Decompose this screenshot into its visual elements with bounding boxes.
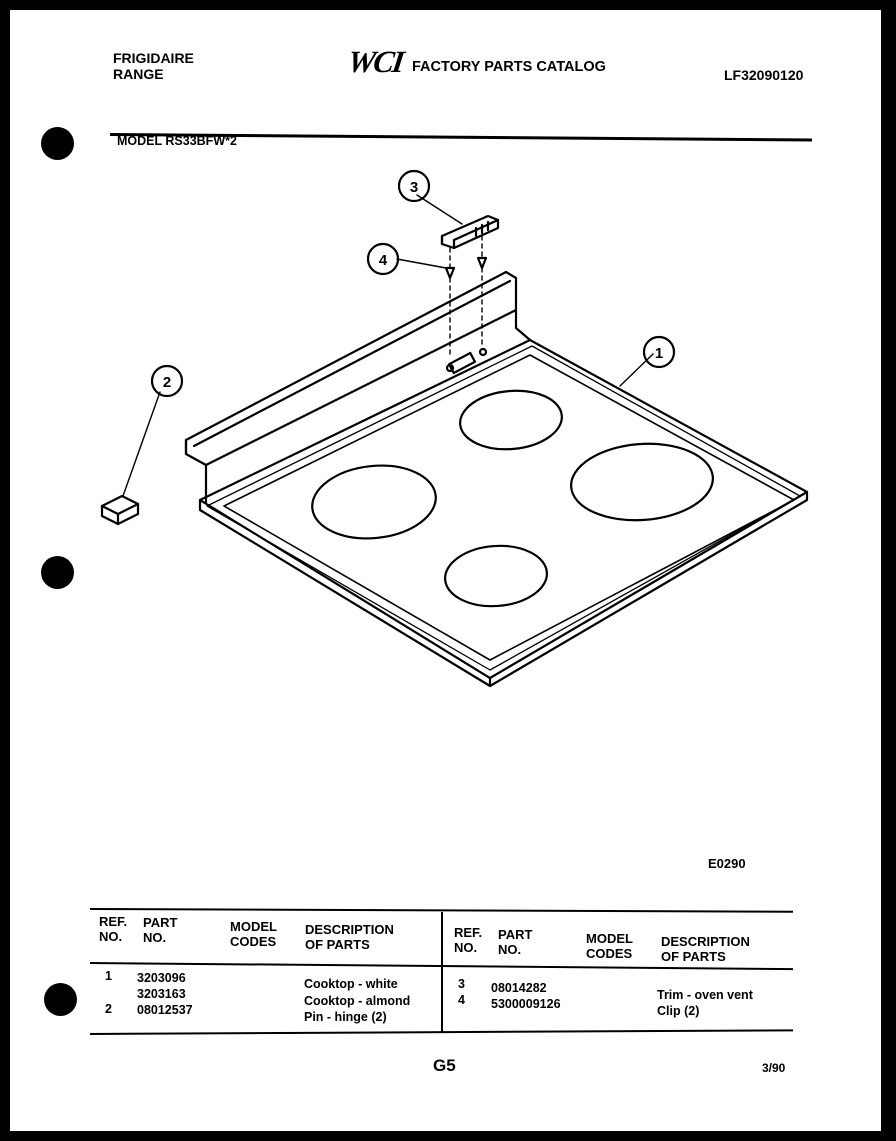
ref-cell: 3 bbox=[458, 977, 465, 991]
ref-cell: 2 bbox=[105, 1002, 112, 1016]
header-ref-no: REF. NO. bbox=[99, 914, 128, 944]
revision-date: 3/90 bbox=[762, 1061, 786, 1075]
callout-4: 4 bbox=[378, 252, 388, 269]
product-type: RANGE bbox=[113, 66, 164, 82]
description-cell: Trim - oven vent bbox=[657, 988, 753, 1002]
callout-3: 3 bbox=[409, 179, 419, 196]
burner-center-front bbox=[443, 543, 549, 610]
ref-cell: 4 bbox=[458, 993, 465, 1007]
description-cell: Cooktop - almond bbox=[304, 994, 411, 1008]
part-cell: 3203096 bbox=[137, 971, 186, 985]
wci-logo: WCI bbox=[345, 44, 405, 79]
clip-left bbox=[446, 268, 454, 278]
binder-hole-bottom bbox=[44, 983, 77, 1016]
header-part-no-right: PART NO. bbox=[498, 927, 533, 957]
brand-name: FRIGIDAIRE bbox=[113, 50, 194, 66]
part-cell: 08012537 bbox=[137, 1003, 193, 1017]
description-cell: Pin - hinge (2) bbox=[304, 1010, 387, 1024]
catalog-page bbox=[10, 10, 881, 1131]
catalog-title: FACTORY PARTS CATALOG bbox=[412, 59, 606, 75]
catalog-number: LF32090120 bbox=[724, 67, 804, 83]
header-part-no: PART NO. bbox=[143, 915, 178, 945]
description-cell: Cooktop - white bbox=[304, 977, 398, 991]
figure-code: E0290 bbox=[708, 856, 746, 871]
header-description-right: DESCRIPTION OF PARTS bbox=[661, 934, 750, 964]
part-cell: 3203163 bbox=[137, 987, 186, 1001]
callout-1: 1 bbox=[654, 345, 664, 362]
cooktop-diagram bbox=[10, 10, 881, 710]
model-number: MODEL RS33BFW*2 bbox=[117, 134, 237, 148]
part-cell: 08014282 bbox=[491, 981, 547, 995]
burner-left-front bbox=[309, 460, 440, 545]
header-description: DESCRIPTION OF PARTS bbox=[305, 922, 394, 952]
header-ref-no-right: REF. NO. bbox=[454, 925, 483, 955]
clip-right bbox=[478, 258, 486, 268]
ref-cell: 1 bbox=[105, 969, 112, 983]
header-model-codes-right: MODEL CODES bbox=[586, 931, 633, 961]
header-model-codes: MODEL CODES bbox=[230, 919, 277, 949]
part-cell: 5300009126 bbox=[491, 997, 561, 1011]
burner-right-back bbox=[458, 387, 565, 454]
hinge-pin bbox=[102, 496, 138, 524]
description-cell: Clip (2) bbox=[657, 1004, 700, 1018]
page-code: G5 bbox=[433, 1056, 456, 1075]
callout-2: 2 bbox=[162, 374, 172, 391]
table-divider bbox=[441, 912, 443, 1032]
burner-right-front bbox=[569, 439, 716, 525]
